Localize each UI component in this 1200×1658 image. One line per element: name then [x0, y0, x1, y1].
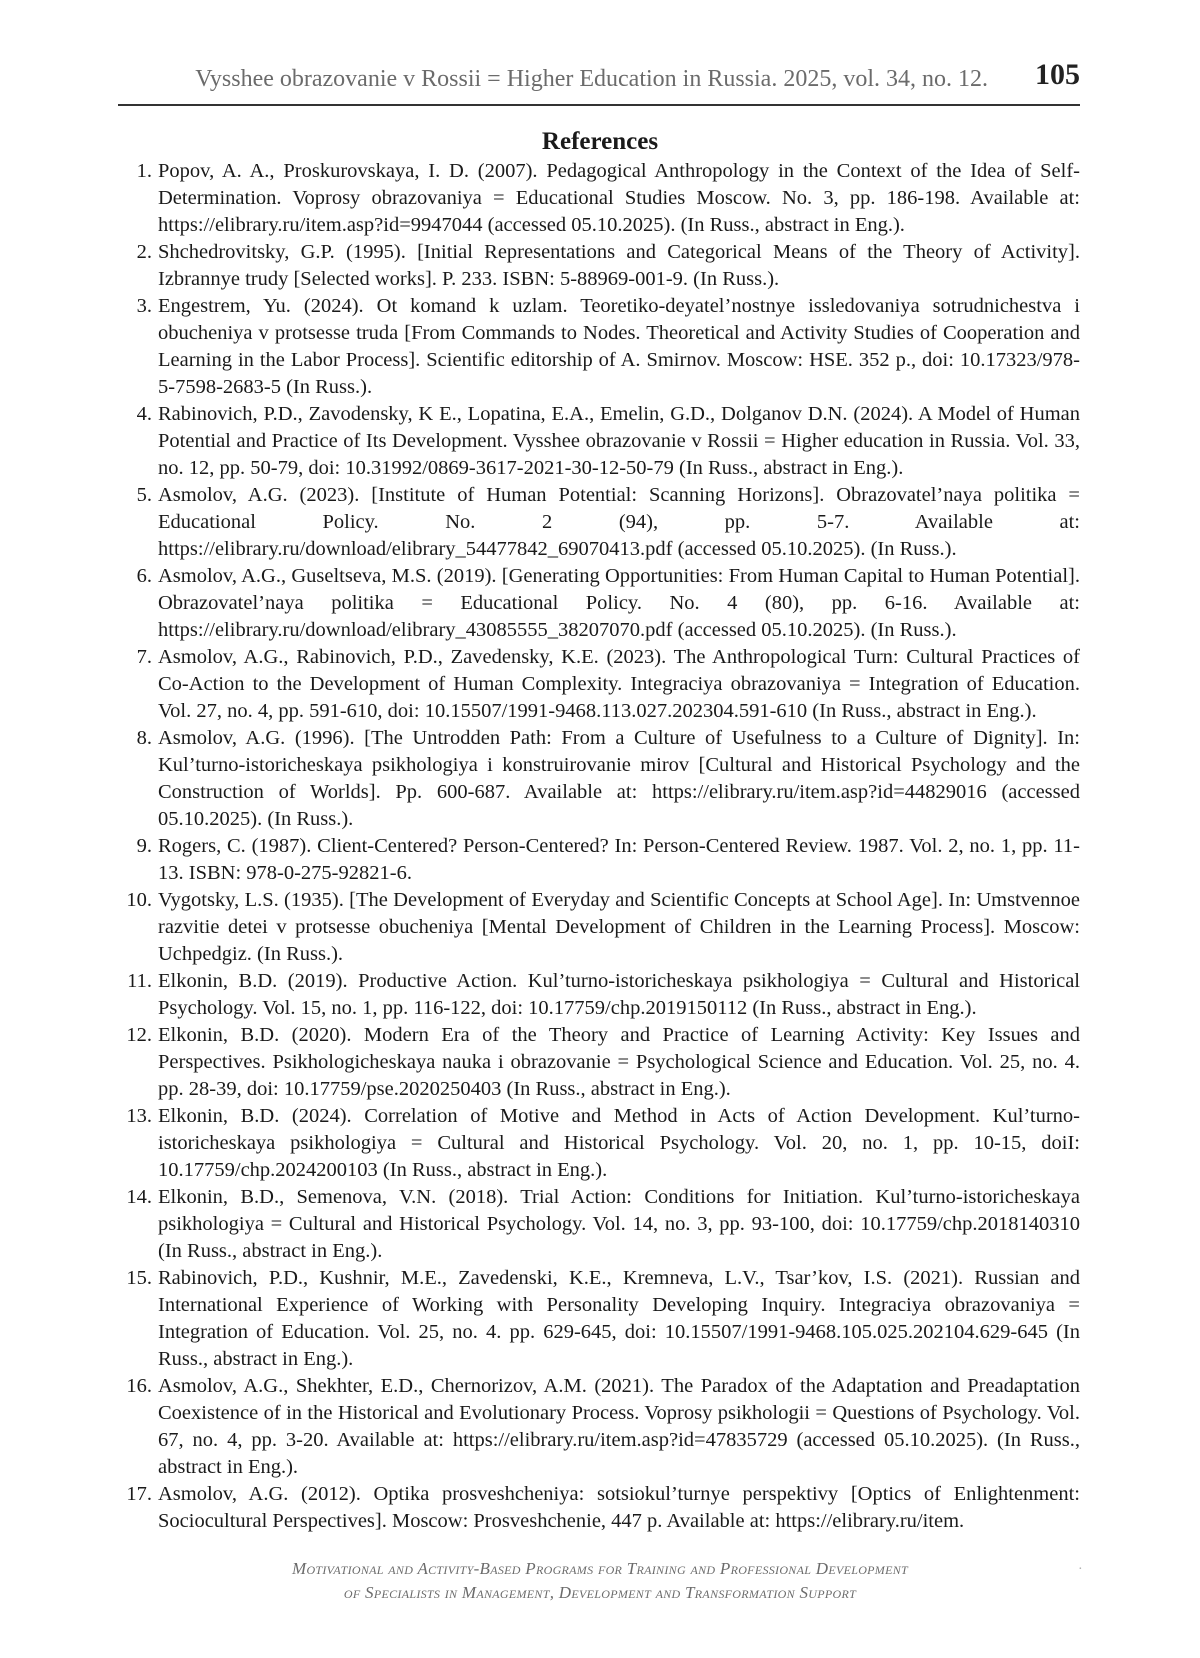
- reference-item: [118, 293, 1080, 401]
- reference-item: [118, 725, 1080, 833]
- reference-item: [118, 644, 1080, 725]
- footer-mark: ·: [1078, 1562, 1083, 1577]
- reference-item: [118, 968, 1080, 1022]
- reference-number: 3.: [136, 295, 152, 317]
- reference-item: [118, 1022, 1080, 1103]
- reference-text: Asmolov, A.G. (1996). [The Untrodden Path: From a Culture of Usefulness to a Culture of Dignity]. In: Kul’turno-istoricheskaya psikhologiya i konstruirovanie mirov [Cultural and Historical Psychology and the Construction of Worlds]. Pp. 600-687. Available at: https://elibrary.ru/item.asp?id=44829016 (accessed 05.10.2025). (In Russ.).: [158, 727, 1080, 830]
- journal-citation: Vysshee obrazovanie v Rossii = Higher Education in Russia. 2025, vol. 34, no. 12.: [195, 66, 988, 92]
- page-number: 105: [1035, 58, 1080, 91]
- reference-text: Rabinovich, P.D., Kushnir, M.E., Zavedenski, K.E., Kremneva, L.V., Tsar’kov, I.S. (2021). Russian and International Experience of Working with Personality Developing Inquiry. Integraciya obrazovaniya = Integration of Education. Vol. 25, no. 4. pp. 629-645, doi: 10.15507/1991-9468.105.025.202104.629-645 (In Russ., abstract in Eng.).: [158, 1267, 1080, 1370]
- reference-text: Engestrem, Yu. (2024). Ot komand k uzlam. Teoretiko-deyatel’nostnye issledovaniya sotrudnichestva i obucheniya v protsesse truda [From Commands to Nodes. Theoretical and Activity Studies of Cooperation and Learning in the Labor Process]. Scientific editorship of A. Smirnov. Moscow: HSE. 352 p., doi: 10.17323/978-5-7598-2683-5 (In Russ.).: [158, 295, 1080, 398]
- reference-number: 12.: [126, 1024, 152, 1046]
- reference-number: 15.: [126, 1267, 152, 1289]
- section-title: References: [541, 128, 659, 155]
- reference-text: Vygotsky, L.S. (1935). [The Development of Everyday and Scientific Concepts at School Age]. In: Umstvennoe razvitie detei v protsesse obucheniya [Mental Development of Children in the Learning Process]. Moscow: Uchpedgiz. (In Russ.).: [158, 889, 1080, 965]
- reference-number: 6.: [136, 565, 152, 587]
- footer-line-2: of Specialists in Management, Development and Transformation Support: [343, 1583, 857, 1602]
- reference-text: Elkonin, B.D. (2024). Correlation of Motive and Method in Acts of Action Development. Kul’turno-istoricheskaya psikhologiya = Cultural and Historical Psychology. Vol. 20, no. 1, pp. 10-15, doiI: 10.17759/chp.2024200103 (In Russ., abstract in Eng.).: [158, 1105, 1080, 1181]
- reference-text: Elkonin, B.D., Semenova, V.N. (2018). Trial Action: Conditions for Initiation. Kul’turno-istoricheskaya psikhologiya = Cultural and Historical Psychology. Vol. 14, no. 3, pp. 93-100, doi: 10.17759/chp.2018140310 (In Russ., abstract in Eng.).: [158, 1186, 1080, 1262]
- running-header: [118, 58, 1080, 98]
- reference-number: 7.: [136, 646, 152, 668]
- reference-number: 13.: [126, 1105, 152, 1127]
- reference-number: 8.: [136, 727, 152, 749]
- reference-item: [118, 158, 1080, 239]
- reference-text: Rabinovich, P.D., Zavodensky, K E., Lopatina, E.A., Emelin, G.D., Dolganov D.N. (2024). A Model of Human Potential and Practice of Its Development. Vysshee obrazovanie v Rossii = Higher education in Russia. Vol. 33, no. 12, pp. 50-79, doi: 10.31992/0869-3617-2021-30-12-50-79 (In Russ., abstract in Eng.).: [158, 403, 1080, 479]
- reference-item: [118, 482, 1080, 563]
- reference-item: [118, 1103, 1080, 1184]
- header-rule: [118, 104, 1080, 106]
- reference-number: 16.: [126, 1375, 152, 1397]
- reference-number: 11.: [127, 970, 152, 992]
- reference-number: 1.: [136, 160, 152, 182]
- reference-item: [118, 1481, 1080, 1535]
- reference-text: Popov, A. A., Proskurovskaya, I. D. (2007). Pedagogical Anthropology in the Context of the Idea of Self-Determination. Voprosy obrazovaniya = Educational Studies Moscow. No. 3, pp. 186-198. Available at: https://elibrary.ru/item.asp?id=9947044 (accessed 05.10.2025). (In Russ., abstract in Eng.).: [158, 160, 1080, 236]
- reference-text: Asmolov, A.G., Rabinovich, P.D., Zavedensky, K.E. (2023). The Anthropological Turn: Cultural Practices of Co-Action to the Development of Human Complexity. Integraciya obrazovaniya = Integration of Education. Vol. 27, no. 4, pp. 591-610, doi: 10.15507/1991-9468.113.027.202304.591-610 (In Russ., abstract in Eng.).: [158, 646, 1080, 722]
- reference-item: [118, 401, 1080, 482]
- reference-number: 5.: [136, 484, 152, 506]
- reference-text: Elkonin, B.D. (2019). Productive Action. Kul’turno-istoricheskaya psikhologiya = Cultural and Historical Psychology. Vol. 15, no. 1, pp. 116-122, doi: 10.17759/chp.2019150112 (In Russ., abstract in Eng.).: [158, 970, 1080, 1019]
- footer-line-1: Motivational and Activity-Based Programs for Training and Professional Development: [291, 1559, 909, 1578]
- reference-item: [118, 833, 1080, 887]
- reference-item: [118, 239, 1080, 293]
- reference-number: 4.: [136, 403, 152, 425]
- reference-text: Rogers, C. (1987). Client-Centered? Person-Centered? In: Person-Centered Review. 1987. Vol. 2, no. 1, pp. 11-13. ISBN: 978-0-275-92821-6.: [158, 835, 1080, 884]
- reference-text: Asmolov, A.G. (2023). [Institute of Human Potential: Scanning Horizons]. Obrazovatel’naya politika = Educational Policy. No. 2 (94), pp. 5-7. Available at: https://elibrary.ru/download/elibrary_54477842_69070413.pdf (accessed 05.10.2025). (In Russ.).: [158, 484, 1080, 560]
- reference-number: 10.: [126, 889, 152, 911]
- references-list: [118, 158, 1080, 1535]
- reference-number: 2.: [136, 241, 152, 263]
- reference-text: Asmolov, A.G., Guseltseva, M.S. (2019). [Generating Opportunities: From Human Capital to Human Potential]. Obrazovatel’naya politika = Educational Policy. No. 4 (80), pp. 6-16. Available at: https://elibrary.ru/download/elibrary_43085555_38207070.pdf (accessed 05.10.2025). (In Russ.).: [158, 565, 1080, 641]
- reference-text: Shchedrovitsky, G.P. (1995). [Initial Representations and Categorical Means of the Theory of Activity]. Izbrannye trudy [Selected works]. P. 233. ISBN: 5-88969-001-9. (In Russ.).: [158, 241, 1080, 290]
- reference-item: [118, 1265, 1080, 1373]
- running-footer: [0, 1557, 1200, 1605]
- reference-item: [118, 563, 1080, 644]
- reference-item: [118, 887, 1080, 968]
- reference-number: 17.: [126, 1483, 152, 1505]
- reference-text: Asmolov, A.G. (2012). Optika prosveshcheniya: sotsiokul’turnye perspektivy [Optics of Enlightenment: Sociocultural Perspectives]. Moscow: Prosveshchenie, 447 p. Available at: https://elibrary.ru/item.: [158, 1483, 1080, 1532]
- reference-text: Elkonin, B.D. (2020). Modern Era of the Theory and Practice of Learning Activity: Key Issues and Perspectives. Psikhologicheskaya nauka i obrazovanie = Psychological Science and Education. Vol. 25, no. 4. pp. 28-39, doi: 10.17759/pse.2020250403 (In Russ., abstract in Eng.).: [158, 1024, 1080, 1100]
- reference-number: 9.: [136, 835, 152, 857]
- reference-number: 14.: [126, 1186, 152, 1208]
- reference-item: [118, 1184, 1080, 1265]
- reference-item: [118, 1373, 1080, 1481]
- reference-text: Asmolov, A.G., Shekhter, E.D., Chernorizov, A.M. (2021). The Paradox of the Adaptation and Preadaptation Coexistence of in the Historical and Evolutionary Process. Voprosy psikhologii = Questions of Psychology. Vol. 67, no. 4, pp. 3-20. Available at: https://elibrary.ru/item.asp?id=47835729 (accessed 05.10.2025). (In Russ., abstract in Eng.).: [158, 1375, 1080, 1478]
